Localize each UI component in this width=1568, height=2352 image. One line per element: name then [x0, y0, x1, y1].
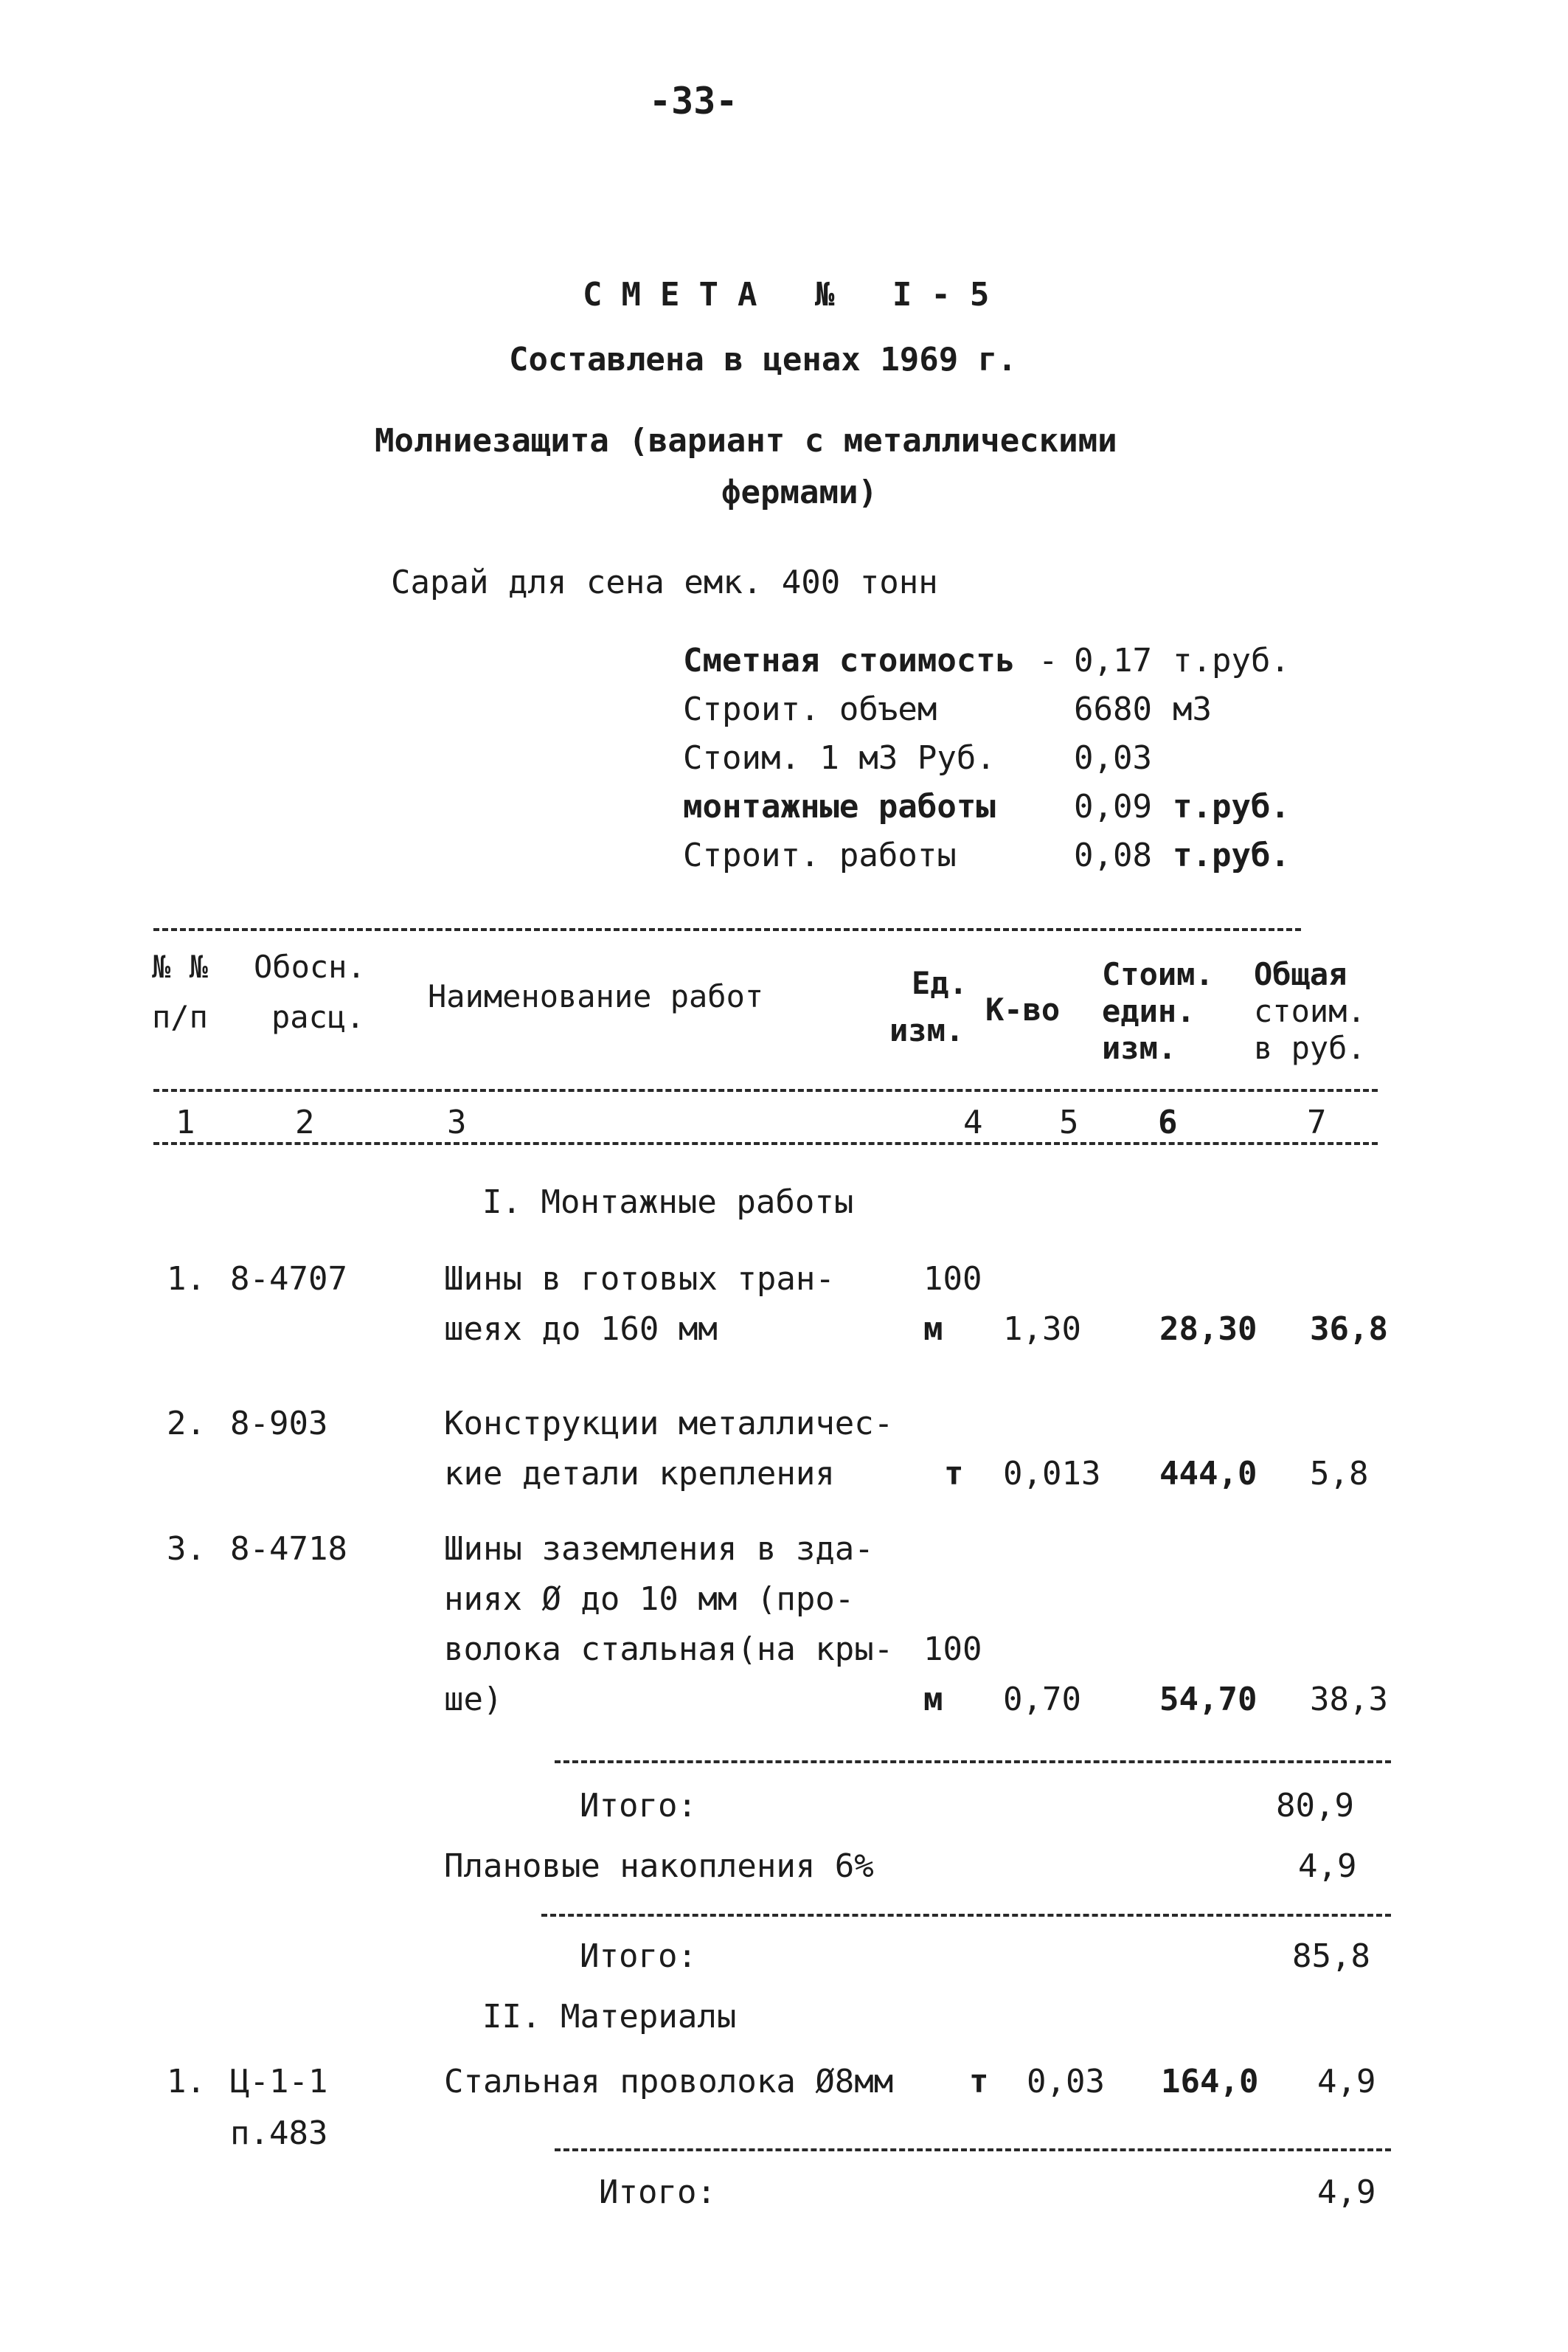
- column-number: 6: [1158, 1104, 1178, 1141]
- column-number: 5: [1059, 1104, 1079, 1141]
- row-basis: 8-4718: [230, 1530, 347, 1568]
- summary-value: 6680: [1074, 691, 1152, 728]
- subtotal-rule: [541, 1914, 1391, 1917]
- row-unit-cost: 28,30: [1159, 1310, 1257, 1348]
- row-total: 4,9: [1317, 2063, 1376, 2100]
- row-total: 38,3: [1310, 1681, 1388, 1718]
- row-name: шеях до 160 мм: [444, 1310, 718, 1348]
- subtotal-value: 85,8: [1292, 1937, 1370, 1975]
- row-unit-cost: 164,0: [1161, 2063, 1259, 2100]
- row-unit: т: [969, 2063, 989, 2100]
- row-qty: 0,013: [1003, 1455, 1101, 1493]
- subtotal-label: Итого:: [580, 1937, 697, 1975]
- section-title: I. Монтажные работы: [482, 1183, 854, 1221]
- header-unit-cost: Стоим.: [1102, 956, 1214, 992]
- row-num: 2.: [167, 1405, 206, 1442]
- subtotal-rule: [555, 1760, 1391, 1763]
- subtotal-label: Итого:: [599, 2173, 716, 2211]
- row-unit: 100: [923, 1630, 982, 1668]
- header-total: стоим.: [1254, 993, 1366, 1029]
- row-basis: 8-4707: [230, 1260, 347, 1298]
- column-number: 3: [447, 1104, 467, 1141]
- row-name: ниях Ø до 10 мм (про-: [444, 1580, 855, 1618]
- row-num: 1.: [167, 2063, 206, 2100]
- subtotal-label: Итого:: [580, 1787, 697, 1824]
- row-unit: т: [944, 1455, 964, 1493]
- row-name: Стальная проволока Ø8мм: [444, 2063, 894, 2100]
- summary-value: 0,17: [1074, 642, 1152, 679]
- column-number: 1: [176, 1104, 195, 1141]
- header-basis: расц.: [271, 999, 365, 1035]
- summary-label: Стоим. 1 м3 Руб.: [683, 739, 996, 777]
- header-total: Общая: [1254, 956, 1347, 992]
- header-qty: К-во: [985, 992, 1061, 1028]
- row-total: 36,8: [1310, 1310, 1388, 1348]
- row-unit: м: [923, 1681, 943, 1718]
- header-total: в руб.: [1254, 1030, 1366, 1066]
- summary-unit: т.руб.: [1173, 837, 1290, 874]
- row-name: Шины в готовых тран-: [444, 1260, 835, 1298]
- header-unit-cost: изм.: [1102, 1030, 1177, 1066]
- header-bottom-rule: [153, 1089, 1378, 1092]
- column-numbers-rule: [153, 1142, 1378, 1145]
- subtotal-value: 80,9: [1276, 1787, 1354, 1824]
- summary-label: монтажные работы: [683, 788, 996, 826]
- row-unit: 100: [923, 1260, 982, 1298]
- row-name: кие детали крепления: [444, 1455, 835, 1493]
- object-name-line1: Молниезащита (вариант с металлическими: [375, 422, 1117, 460]
- table-top-rule: [153, 928, 1301, 931]
- summary-value: 0,09: [1074, 788, 1152, 826]
- object-name-line2: фермами): [721, 474, 878, 511]
- row-unit-cost: 54,70: [1159, 1681, 1257, 1718]
- row-name: Конструкции металличес-: [444, 1405, 894, 1442]
- row-qty: 1,30: [1003, 1310, 1081, 1348]
- row-total: 5,8: [1310, 1455, 1369, 1493]
- summary-label: Сметная стоимость: [683, 642, 1016, 679]
- header-basis: Обосн.: [254, 949, 366, 985]
- row-unit-cost: 444,0: [1159, 1455, 1257, 1493]
- summary-unit: т.руб.: [1173, 788, 1290, 826]
- estimate-title: СМЕТА № I-5: [583, 276, 1009, 314]
- header-num: № №: [152, 949, 208, 985]
- building-name: Сарай для сена емк. 400 тонн: [391, 564, 938, 601]
- row-name: ше): [444, 1681, 503, 1718]
- summary-unit: т.руб.: [1173, 642, 1290, 679]
- row-basis: Ц-1-1: [230, 2063, 328, 2100]
- price-basis: Составлена в ценах 1969 г.: [509, 341, 1017, 378]
- subtotal-value: 4,9: [1317, 2173, 1376, 2211]
- summary-label: Строит. работы: [683, 837, 957, 874]
- header-unit: изм.: [889, 1012, 965, 1048]
- row-num: 3.: [167, 1530, 206, 1568]
- summary-value: 0,08: [1074, 837, 1152, 874]
- subtotal-rule: [555, 2148, 1391, 2151]
- row-name: Шины заземления в зда-: [444, 1530, 874, 1568]
- header-num: п/п: [152, 999, 208, 1035]
- column-number: 2: [295, 1104, 315, 1141]
- header-unit-cost: един.: [1102, 993, 1196, 1029]
- row-unit: м: [923, 1310, 943, 1348]
- summary-dash: -: [1038, 642, 1058, 679]
- header-name: Наименование работ: [428, 978, 764, 1014]
- row-num: 1.: [167, 1260, 206, 1298]
- summary-unit: м3: [1173, 691, 1212, 728]
- summary-label: Строит. объем: [683, 691, 937, 728]
- row-name: волока стальная(на кры-: [444, 1630, 894, 1668]
- overhead-value: 4,9: [1298, 1847, 1357, 1885]
- row-qty: 0,70: [1003, 1681, 1081, 1718]
- overhead-label: Плановые накопления 6%: [444, 1847, 874, 1885]
- column-number: 7: [1307, 1104, 1327, 1141]
- row-basis: 8-903: [230, 1405, 328, 1442]
- page-number: -33-: [649, 80, 738, 122]
- summary-value: 0,03: [1074, 739, 1152, 777]
- header-unit: Ед.: [912, 965, 968, 1001]
- row-basis: п.483: [230, 2114, 328, 2152]
- row-qty: 0,03: [1027, 2063, 1105, 2100]
- column-number: 4: [963, 1104, 983, 1141]
- section-title: II. Материалы: [482, 1998, 737, 2035]
